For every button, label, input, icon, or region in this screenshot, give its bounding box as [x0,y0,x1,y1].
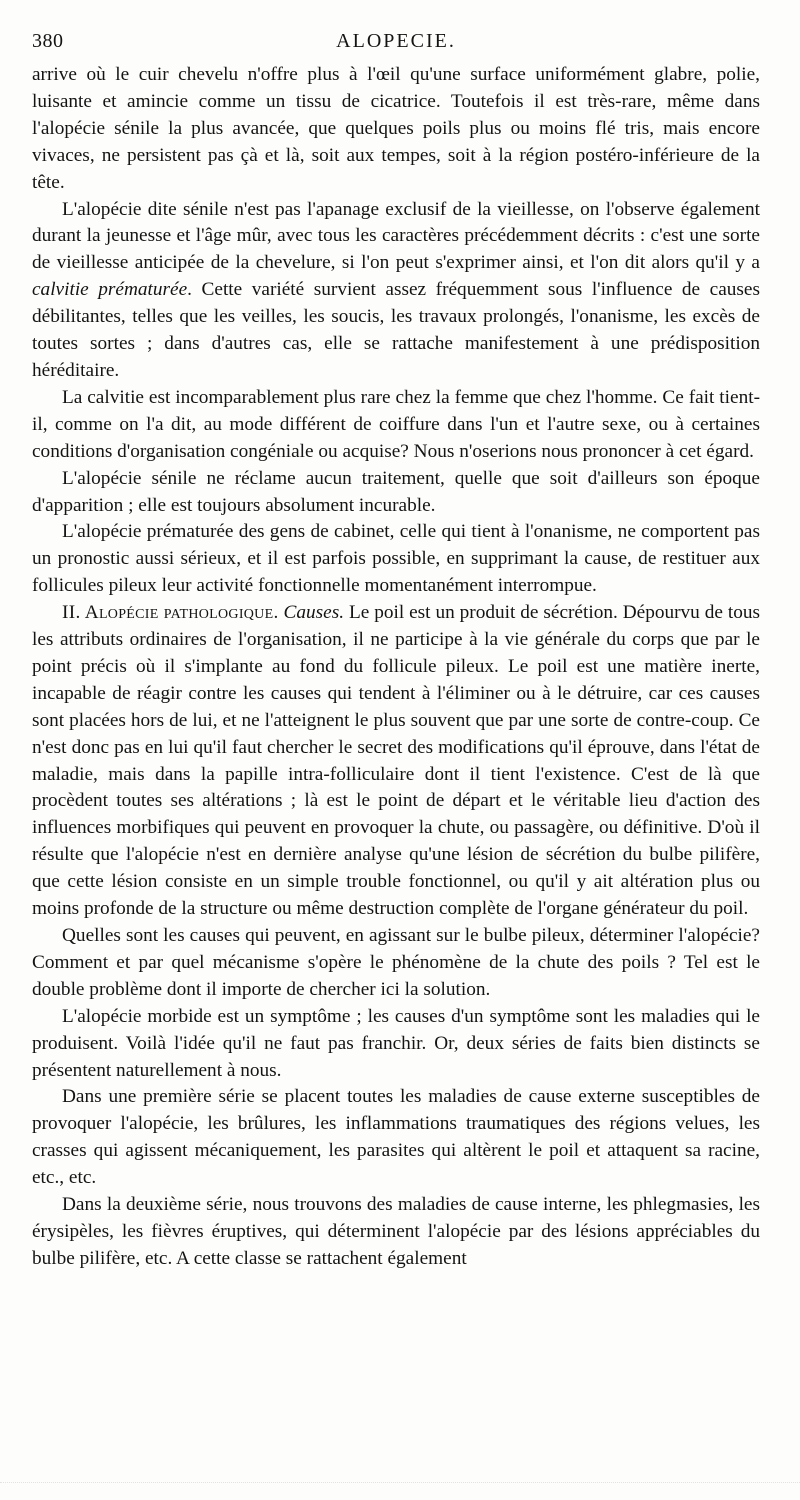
paragraph-2-text-a: L'alopécie dite sénile n'est pas l'apanage exclusif de la vieillesse, on l'observe également durant la jeunesse et l'âge mûr, avec tous les caractères précédemment décrits : c'est une sorte de vieillesse anticipée de la chevelure, si l'on peut s'exprimer ainsi, et l'on dit alors qu'il y a [32,198,760,274]
bleed-through-line [0,1482,800,1485]
paragraph-7: Quelles sont les causes qui peuvent, en agissant sur le bulbe pileux, déterminer l'alopécie? Comment et par quel mécanisme s'opère le phénomène de la chute des poils ? Tel est le double problème dont il importe de chercher ici la solution. [32,925,760,1000]
page-header [32,20,760,50]
paragraph-6 [32,600,760,923]
paragraph-5: L'alopécie prématurée des gens de cabinet, celle qui tient à l'onanisme, ne comportent pas un pronostic aussi sérieux, et il est parfois possible, en supprimant la cause, de restituer aux follicules pileux leur activité fonctionnelle momentanément interrompue. [32,521,760,597]
paragraph-4: L'alopécie sénile ne réclame aucun traitement, quelle que soit d'ailleurs son époque d'apparition ; elle est toujours absolument incurable. [32,467,760,516]
paragraph-8: L'alopécie morbide est un symptôme ; les causes d'un symptôme sont les maladies qui le produisent. Voilà l'idée qu'il ne faut pas franchir. Or, deux séries de faits bien distincts se présentent naturellement à nous. [32,1005,760,1081]
paragraph-6-text: Le poil est un produit de sécrétion. Dépourvu de tous les attributs ordinaires de l'organisation, il ne participe à la vie générale du corps que par le point précis où il s'implante au fond du follicule pileux. Le poil est une matière inerte, incapable de réagir contre les causes qui tendent à l'éliminer ou à le détruire, car ces causes sont placées hors de lui, et ne l'atteignent le plus souvent que par une sorte de contre-coup. Ce n'est donc pas en lui qu'il faut chercher le secret des modifications qu'il éprouve, dans l'état de maladie, mais dans la papille intra-folliculaire dont il tient l'existence. C'est de là que procèdent toutes ses altérations ; là est le point de départ et le véritable lieu d'action des influences morbifiques qui peuvent en provoquer la chute, ou passagère, ou définitive. D'où il résulte que l'alopécie n'est en dernière analyse qu'une lésion de sécrétion du bulbe pilifère, que cette lésion consiste en un simple trouble fonctionnel, ou qu'il y ait altération plus ou moins profonde de la structure ou même destruction complète de l'organe générateur du poil. [32,602,760,920]
emphasis-calvitie-prematuree: calvitie prématurée [32,279,188,301]
paragraph-2 [32,197,760,385]
paragraph-10: Dans la deuxième série, nous trouvons des maladies de cause interne, les phlegmasies, les érysipèles, les fièvres éruptives, qui déterminent l'alopécie par des lésions appréciables du bulbe pilifère, etc. A cette classe se rattachent également [32,1194,760,1269]
causes-heading: Causes. [283,602,345,624]
paragraph-9: Dans une première série se placent toutes les maladies de cause externe susceptibles de provoquer l'alopécie, les brûlures, les inflammations traumatiques des régions velues, les crasses qui agissent mécaniquement, les parasites qui altèrent le poil et attaquent sa racine, etc., etc. [32,1086,760,1189]
section-heading: II. Alopécie pathologique. [62,602,279,624]
body-text [32,62,760,1273]
running-title: ALOPECIE. [336,30,456,52]
paragraph-2-text-b: . Cette variété survient assez fréquemment sous l'influence de causes débilitantes, telles que les veilles, les soucis, les travaux prolongés, l'onanisme, les excès de toutes sortes ; dans d'autres cas, elle se rattache manifestement à une prédisposition héréditaire. [32,279,760,381]
paragraph-3: La calvitie est incomparablement plus rare chez la femme que chez l'homme. Ce fait tient-il, comme on l'a dit, au mode différent de coiffure dans l'un et l'autre sexe, ou à certaines conditions d'organisation congéniale ou acquise? Nous n'oserions nous prononcer à cet égard. [32,386,760,462]
paragraph-1: arrive où le cuir chevelu n'offre plus à l'œil qu'une surface uniformément glabre, polie, luisante et amincie comme un tissu de cicatrice. Toutefois il est très-rare, même dans l'alopécie sénile la plus avancée, que quelques poils plus ou moins flé tris, mais encore vivaces, ne persistent pas çà et là, soit aux tempes, soit à la région postéro-inférieure de la tête. [32,64,760,193]
page-number: 380 [32,30,64,52]
